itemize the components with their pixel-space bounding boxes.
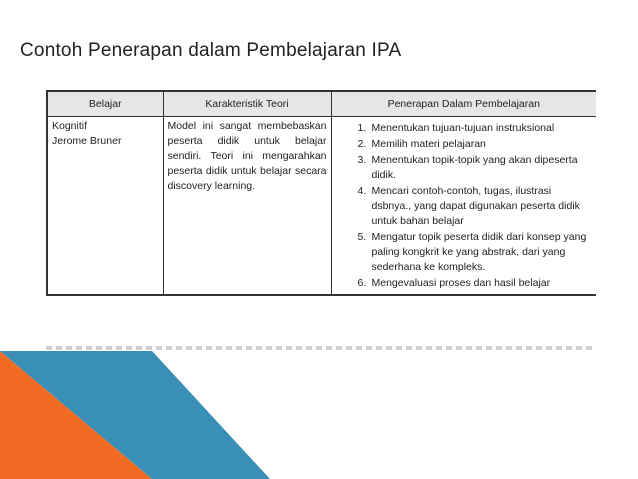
cell-belajar xyxy=(47,117,163,296)
belajar-type: Kognitif xyxy=(52,120,88,132)
list-item-text: Memilih materi pelajaran xyxy=(371,138,486,150)
list-item-number: 4. xyxy=(357,185,367,197)
slide-title: Contoh Penerapan dalam Pembelajaran IPA xyxy=(20,40,402,61)
header-penerapan: Penerapan Dalam Pembelajaran xyxy=(331,91,596,117)
theory-table xyxy=(46,90,596,296)
list-item xyxy=(336,184,593,229)
list-item-number: 5. xyxy=(357,231,367,243)
list-item-number: 2. xyxy=(357,138,367,150)
header-belajar: Belajar xyxy=(47,91,163,117)
list-item-number: 6. xyxy=(357,277,367,289)
table-header-row xyxy=(47,91,596,117)
cell-karakteristik xyxy=(163,117,331,296)
list-item-text: Menentukan topik-topik yang akan dipeserta didik. xyxy=(371,154,578,181)
list-item-number: 1. xyxy=(357,122,367,134)
list-item-text: Mengevaluasi proses dan hasil belajar xyxy=(371,277,551,289)
belajar-author: Jerome Bruner xyxy=(52,135,122,147)
list-item-number: 3. xyxy=(357,154,367,166)
list-item-text: Mengatur topik peserta didik dari konsep yang paling kongkrit ke yang abstrak, dari yang sederhana ke kompleks. xyxy=(371,231,587,273)
list-item-text: Menentukan tujuan-tujuan instruksional xyxy=(371,122,555,134)
decorative-corner-shapes xyxy=(0,347,638,479)
list-item xyxy=(336,276,593,291)
theory-table-container xyxy=(46,90,596,348)
karakteristik-text: Model ini sangat membebaskan peserta didik untuk belajar sendiri. Teori ini mengarahkan peserta didik untuk belajar secara discovery learning. xyxy=(167,120,327,192)
list-item xyxy=(336,137,593,152)
cell-penerapan xyxy=(331,117,596,296)
list-item xyxy=(336,230,593,275)
list-item-text: Mencari contoh-contoh, tugas, ilustrasi dsbnya., yang dapat digunakan peserta didik untuk bahan belajar xyxy=(371,185,580,227)
header-karakteristik: Karakteristik Teori xyxy=(163,91,331,117)
list-item xyxy=(336,153,593,183)
penerapan-list xyxy=(336,121,593,291)
list-item xyxy=(336,121,593,136)
table-row xyxy=(47,117,596,296)
